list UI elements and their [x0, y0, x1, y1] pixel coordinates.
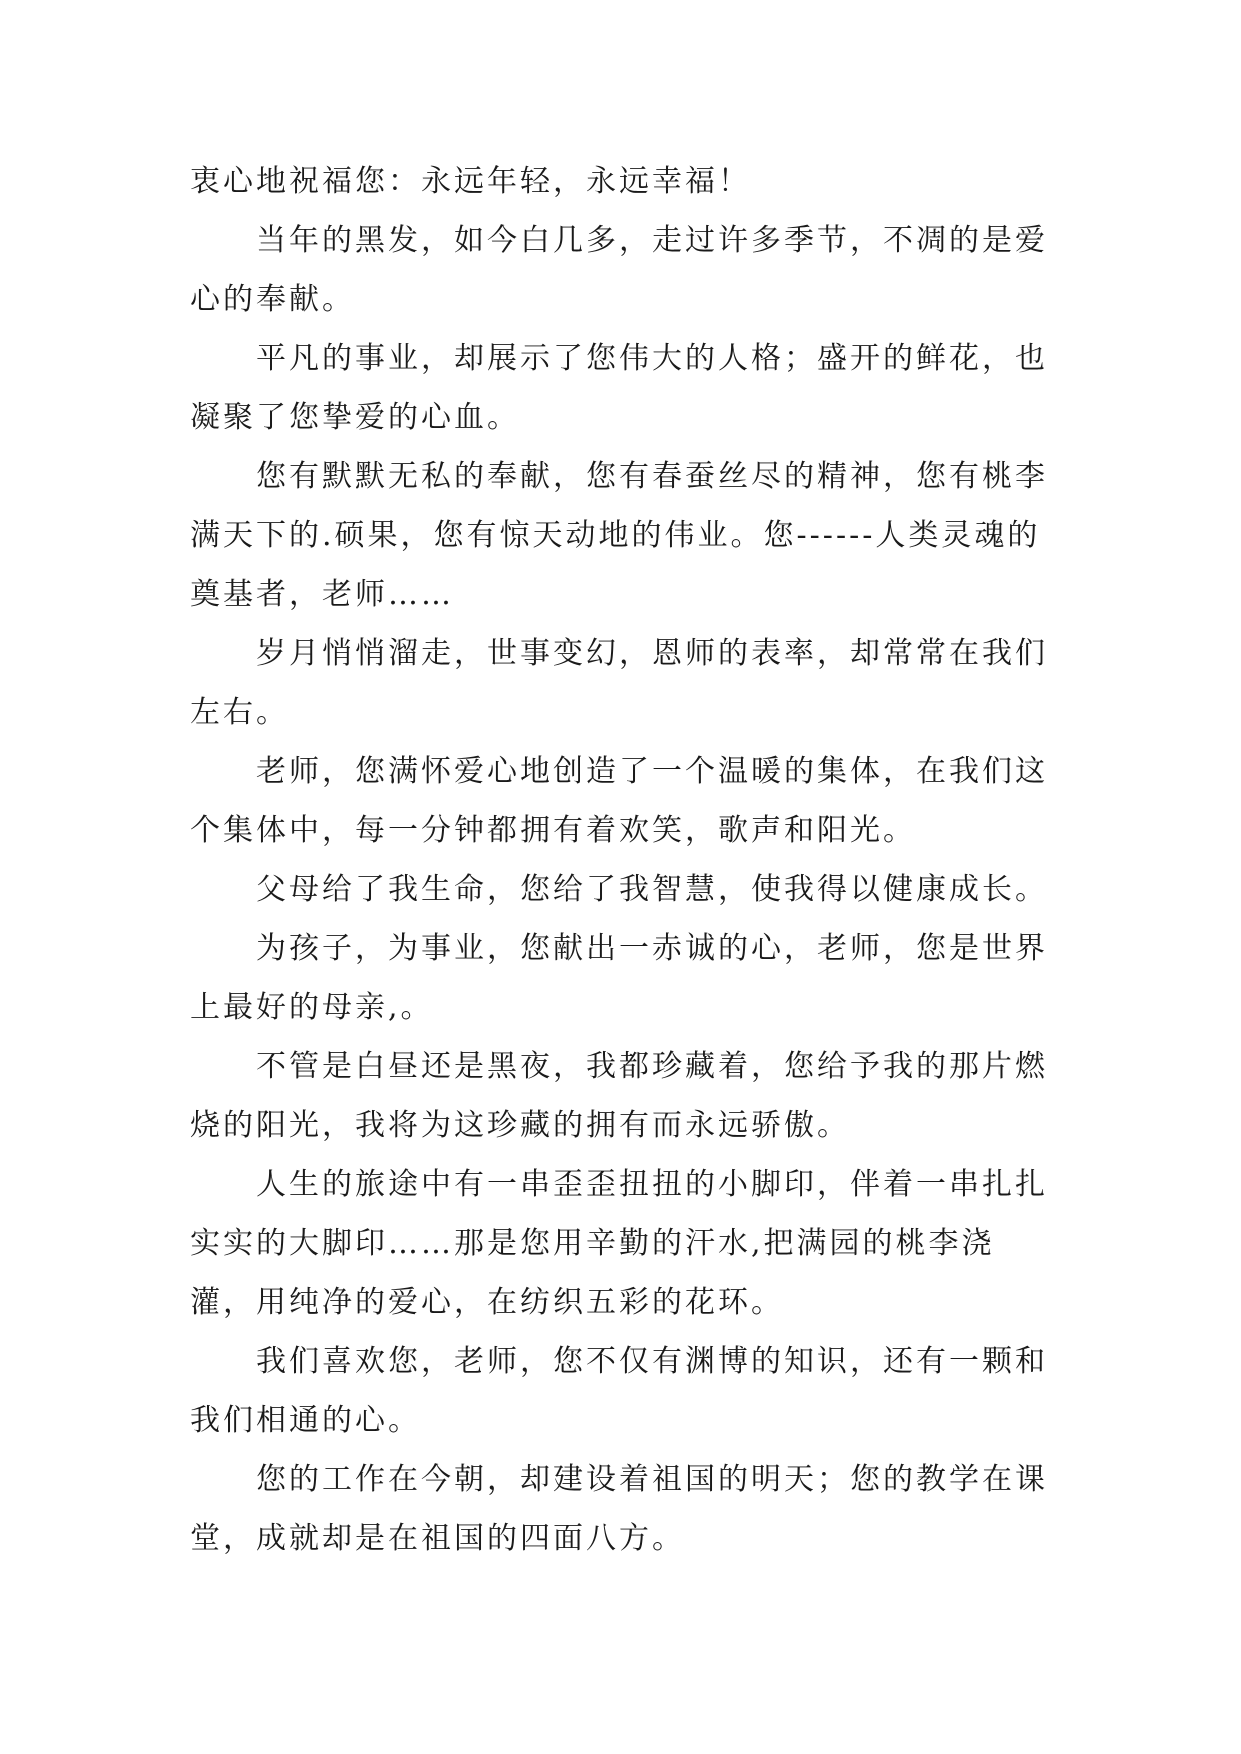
paragraph-12: 您的工作在今朝，却建设着祖国的明天；您的教学在课堂，成就却是在祖国的四面八方。 [190, 1462, 1048, 1556]
paragraph-8: 为孩子，为事业，您献出一赤诚的心，老师，您是世界上最好的母亲,。 [190, 931, 1048, 1025]
paragraph-2: 当年的黑发，如今白几多，走过许多季节，不凋的是爱心的奉献。 [190, 223, 1048, 317]
paragraph-10: 人生的旅途中有一串歪歪扭扭的小脚印，伴着一串扎扎实实的大脚印……那是您用辛勤的汗水,把满园的桃李浇灌，用纯净的爱心，在纺织五彩的花环。 [190, 1167, 1048, 1320]
paragraph-7: 父母给了我生命，您给了我智慧，使我得以健康成长。 [256, 872, 1048, 907]
document-body [190, 152, 1060, 1568]
paragraph-5: 岁月悄悄溜走，世事变幻，恩师的表率，却常常在我们左右。 [190, 636, 1048, 730]
paragraph-6: 老师，您满怀爱心地创造了一个温暖的集体，在我们这个集体中，每一分钟都拥有着欢笑，歌声和阳光。 [190, 754, 1048, 848]
paragraph-9: 不管是白昼还是黑夜，我都珍藏着，您给予我的那片燃烧的阳光，我将为这珍藏的拥有而永远骄傲。 [190, 1049, 1048, 1143]
paragraph-3: 平凡的事业，却展示了您伟大的人格；盛开的鲜花，也凝聚了您挚爱的心血。 [190, 341, 1048, 435]
paragraph-4: 您有默默无私的奉献，您有春蚕丝尽的精神，您有桃李满天下的.硕果，您有惊天动地的伟业。您------人类灵魂的奠基者，老师…… [190, 459, 1048, 612]
paragraph-1: 衷心地祝福您：永远年轻，永远幸福！ [190, 164, 751, 199]
paragraph-11: 我们喜欢您，老师，您不仅有渊博的知识，还有一颗和我们相通的心。 [190, 1344, 1048, 1438]
